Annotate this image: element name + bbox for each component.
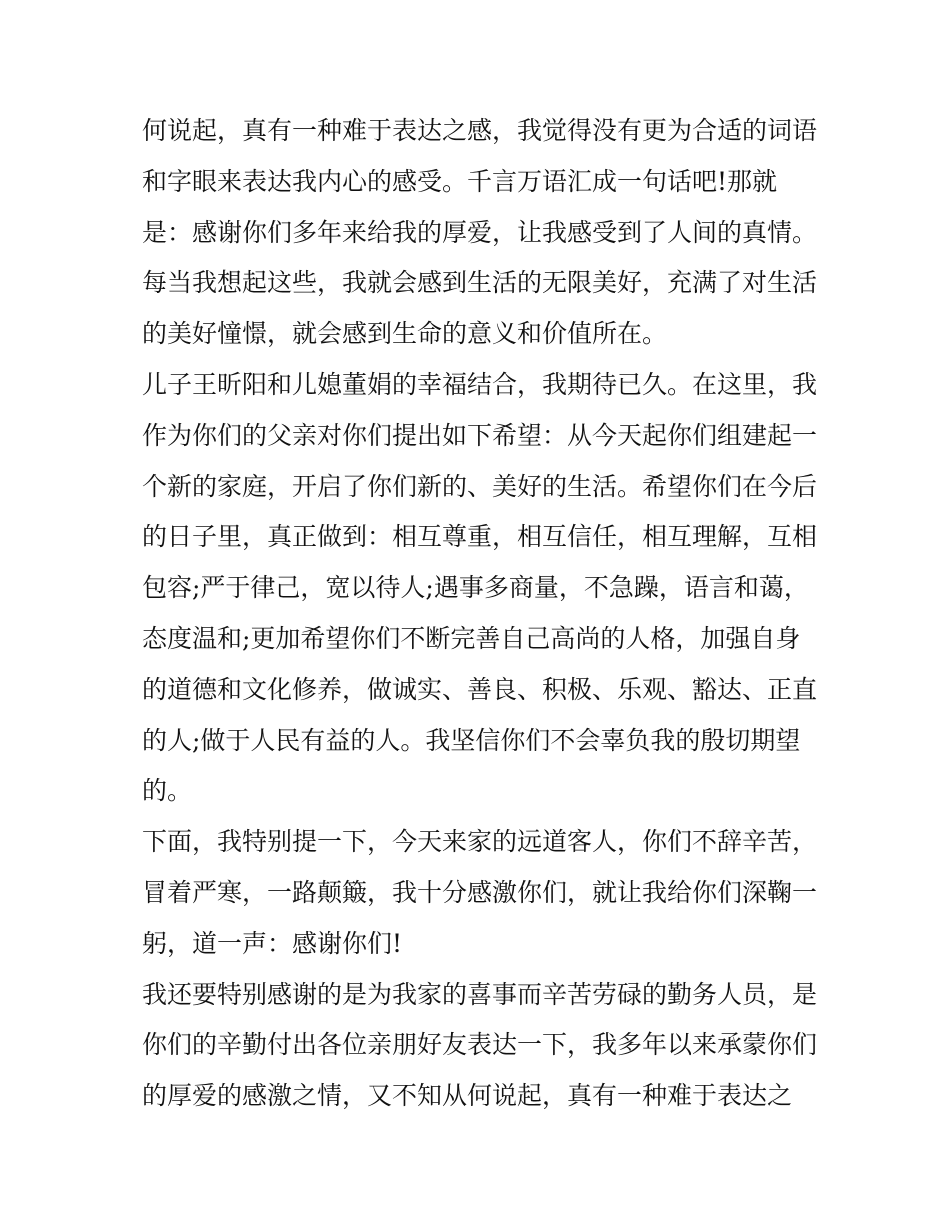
text-line: 儿子王昕阳和儿媳董娟的幸福结合，我期待已久。在这里，我 bbox=[142, 369, 818, 399]
text-line: 的美好憧憬，就会感到生命的意义和价值所在。 bbox=[142, 319, 668, 349]
text-line: 你们的辛勤付出各位亲朋好友表达一下，我多年以来承蒙你们 bbox=[142, 1030, 818, 1060]
text-line: 是：感谢你们多年来给我的厚爱，让我感受到了人间的真情。 bbox=[142, 217, 818, 247]
text-line: 的道德和文化修养，做诚实、善良、积极、乐观、豁达、正直 bbox=[142, 674, 818, 704]
text-line: 态度温和;更加希望你们不断完善自己高尚的人格，加强自身 bbox=[142, 623, 801, 653]
text-line: 的人;做于人民有益的人。我坚信你们不会辜负我的殷切期望 bbox=[142, 725, 801, 755]
text-line: 包容;严于律己，宽以待人;遇事多商量，不急躁，语言和蔼， bbox=[142, 573, 809, 603]
text-line: 我还要特别感谢的是为我家的喜事而辛苦劳碌的勤务人员，是 bbox=[142, 979, 818, 1009]
text-line: 冒着严寒，一路颠簸，我十分感激你们，就让我给你们深鞠一 bbox=[142, 877, 818, 907]
text-line: 每当我想起这些，我就会感到生活的无限美好，充满了对生活 bbox=[142, 268, 818, 298]
text-line: 的。 bbox=[142, 776, 193, 806]
text-line: 何说起，真有一种难于表达之感，我觉得没有更为合适的词语 bbox=[142, 116, 818, 145]
text-line: 下面，我特别提一下，今天来家的远道客人，你们不辞辛苦， bbox=[142, 827, 818, 857]
body-text bbox=[142, 106, 822, 1122]
text-line: 作为你们的父亲对你们提出如下希望：从今天起你们组建起一 bbox=[142, 420, 818, 450]
text-line: 的日子里，真正做到：相互尊重，相互信任，相互理解，互相 bbox=[142, 522, 818, 552]
text-line: 的厚爱的感激之情，又不知从何说起，真有一种难于表达之 bbox=[142, 1081, 793, 1111]
text-line: 个新的家庭，开启了你们新的、美好的生活。希望你们在今后 bbox=[142, 471, 818, 501]
text-line: 躬，道一声：感谢你们! bbox=[142, 928, 403, 958]
text-line: 和字眼来表达我内心的感受。千言万语汇成一句话吧!那就 bbox=[142, 166, 778, 196]
